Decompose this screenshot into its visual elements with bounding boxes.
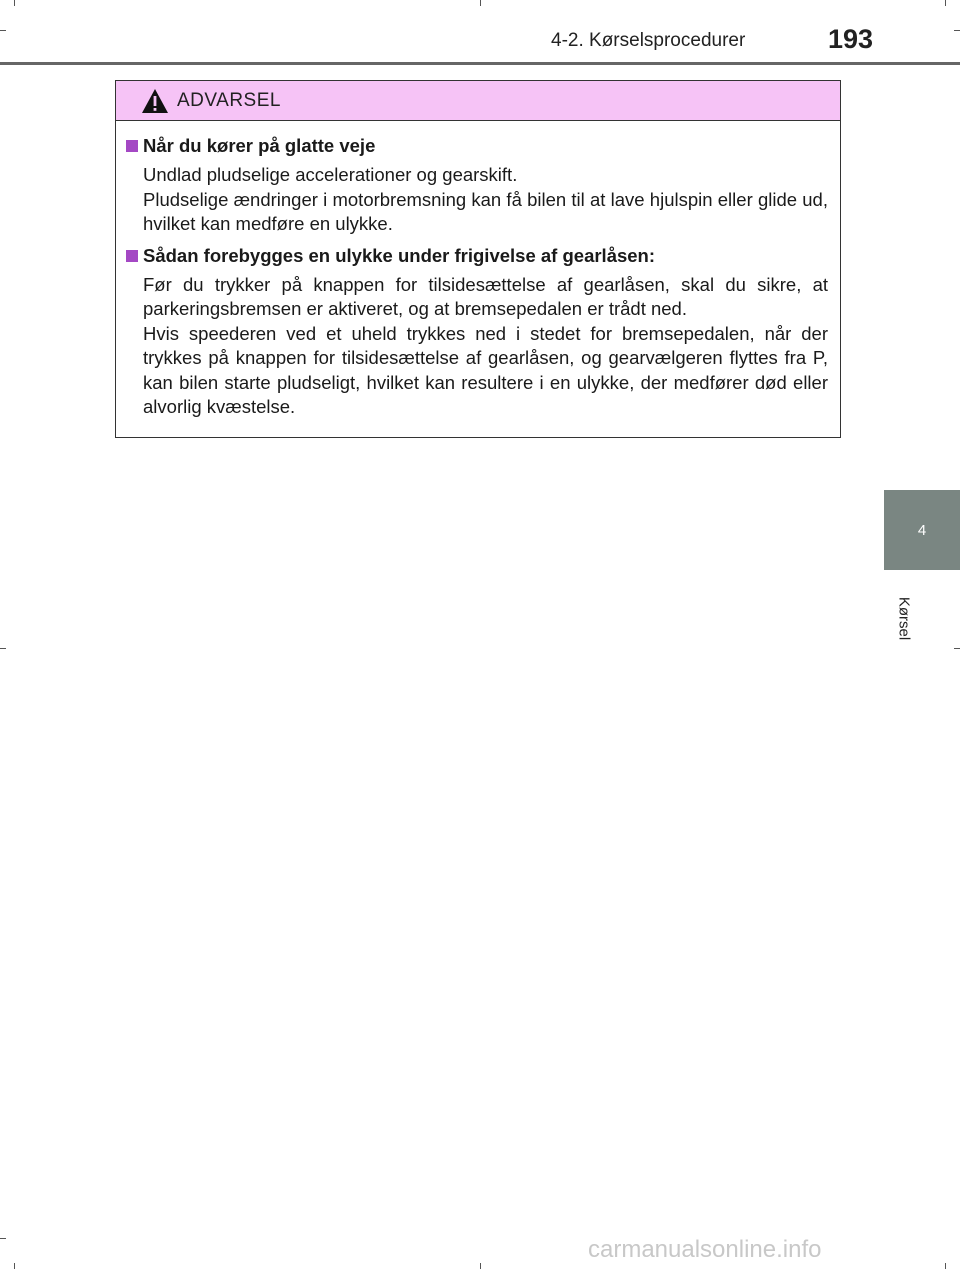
section-heading-text: Når du kører på glatte veje — [143, 135, 376, 156]
warning-title: ADVARSEL — [177, 89, 281, 111]
paragraph: Undlad pludselige accelerationer og gearskift. — [143, 164, 518, 185]
square-bullet-icon — [126, 250, 138, 262]
section-title: 4-2. Kørselsprocedurer — [551, 30, 746, 51]
section-heading-text: Sådan forebygges en ulykke under frigivelse af gearlåsen: — [143, 244, 656, 266]
square-bullet-icon — [126, 140, 138, 152]
crop-mark — [0, 30, 6, 31]
crop-mark — [954, 30, 960, 31]
crop-mark — [14, 1263, 15, 1269]
section-heading — [126, 245, 828, 267]
crop-mark — [945, 0, 946, 6]
warning-section — [126, 245, 828, 420]
paragraph: Pludselige ændringer i motorbremsning kan få bilen til at lave hjulspin eller glide ud, hvilket kan medføre en ulykke. — [143, 188, 828, 234]
warning-section — [126, 135, 828, 237]
page-number: 193 — [828, 24, 874, 54]
crop-mark — [480, 0, 481, 6]
crop-mark — [954, 648, 960, 649]
chapter-tab — [884, 490, 960, 570]
crop-mark — [0, 648, 6, 649]
crop-mark — [945, 1263, 946, 1269]
watermark: carmanualsonline.info — [588, 1236, 822, 1263]
section-heading — [126, 135, 828, 157]
warning-box — [115, 80, 841, 438]
chapter-number: 4 — [917, 521, 927, 539]
warning-header — [116, 81, 840, 121]
crop-mark — [14, 0, 15, 6]
crop-mark — [480, 1263, 481, 1269]
warning-triangle-icon — [141, 88, 169, 114]
paragraph: Hvis speederen ved et uheld trykkes ned i stedet for bremsepedalen, når der trykkes på knappen for tilsidesættelse af gearlåsen, og gearvælgeren flyttes fra P, kan bilen starte pludseligt, hvilket kan resultere i en ulykke, der medfører død eller alvorlig kvæstelse. — [143, 322, 828, 417]
crop-mark — [0, 1238, 6, 1239]
paragraph: Før du trykker på knappen for tilsidesættelse af gearlåsen, skal du sikre, at parkeringsbremsen er aktiveret, og at bremsepedalen er trådt ned. — [143, 273, 828, 319]
chapter-label: Kørsel — [895, 596, 913, 641]
warning-body — [116, 121, 840, 420]
header-divider — [0, 62, 960, 65]
